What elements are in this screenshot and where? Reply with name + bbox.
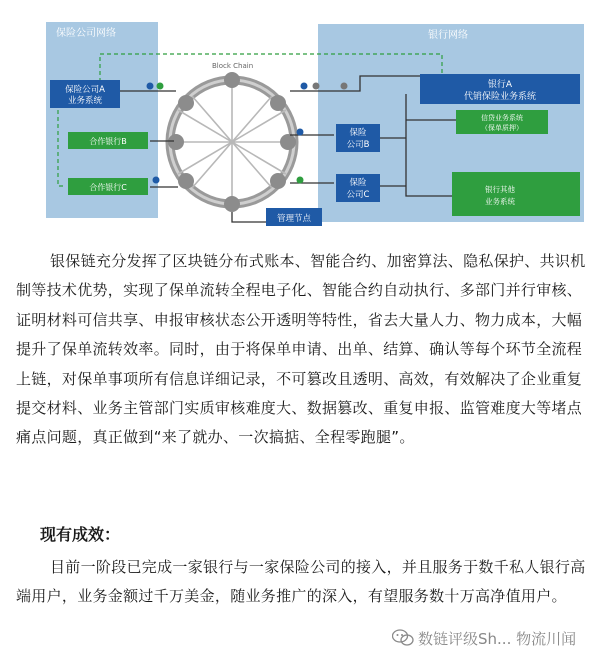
article-paragraph-2: 目前一阶段已完成一家银行与一家保险公司的接入，并且服务于数千私人银行高端用户，业务金额过千万美金，随业务推广的深入，有望服务数十万高净值用户。 [16,558,586,606]
section-heading: 现有成效： [40,525,121,544]
article-paragraph-1: 银保链充分发挥了区块链分布式账本、智能合约、加密算法、隐私保护、共识机制等技术优势，实现了保单流转全程电子化、智能合约自动执行、多部门并行审核、证明材料可信共享、申报审核状态公开透明等特性，省去大量人力、物力成本，大幅提升了保单流转效率。同时，由于将保单申请、出单、结算、确认等每个环节全流程上链，对保单事项所有信息详细记录，不可篡改且透明、高效，有效解决了企业重复提交材料、业务主管部门实质审核难度大、数据篡改、重复申报、监管难度大等堵点痛点问题，真正做到“来了就办、一次搞掂、全程零跑腿”。 [16,252,586,447]
other-bank-systems-node [452,172,580,216]
chain-label: Block Chain [212,62,254,70]
key-icon [301,83,308,90]
credit-system-label-2: （保单质押） [481,124,523,132]
other-bank-systems-label-2: 业务系统 [485,197,515,206]
key-icon [297,177,304,184]
bank-a-label-2: 代销保险业务系统 [463,92,537,102]
blockchain-network-diagram [0,0,600,240]
block-chain-ring [168,72,296,212]
partner-bank-b-label: 合作银行B [89,137,127,146]
insurer-c-label-2: 公司C [346,190,370,200]
other-bank-systems-label-1: 银行其他 [485,185,515,194]
key-icon [297,129,304,136]
bank-a-label-1: 银行A [487,80,513,90]
insurer-b-label-2: 公司B [346,140,370,150]
insurer-a-label-2: 业务系统 [67,96,103,106]
key-icon [147,83,154,90]
key-icon [157,83,164,90]
insurer-b-label-1: 保险 [349,128,367,138]
key-icon [153,177,160,184]
key-icon [341,83,348,90]
watermark [390,626,600,664]
insurer-a-label-1: 保险公司A [65,85,105,95]
credit-system-label-1: 信贷业务系统 [481,114,523,122]
key-icon [313,83,320,90]
management-node-label: 管理节点 [276,214,312,224]
insurer-network-title: 保险公司网络 [56,28,116,39]
partner-bank-c-label: 合作银行C [89,183,127,192]
wechat-icon [392,629,414,647]
insurer-c-label-1: 保险 [349,178,367,188]
watermark-text: 数链评级Sh... 物流川闻 [418,630,577,648]
bank-network-title: 银行网络 [428,30,468,41]
